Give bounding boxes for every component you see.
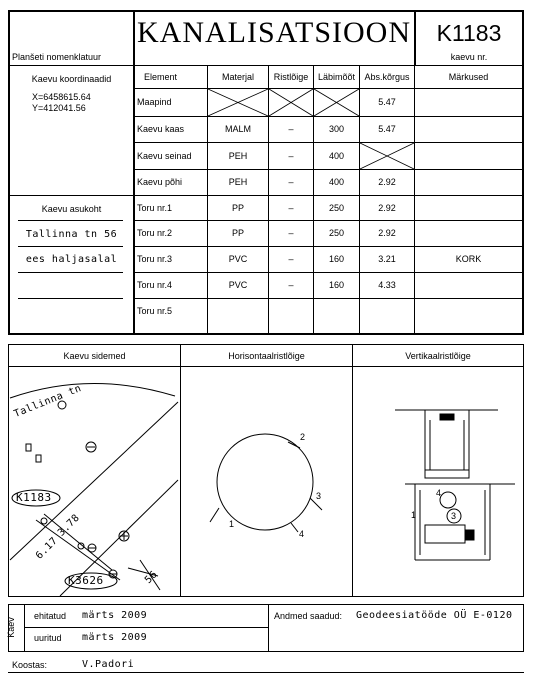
surveyed-label: uuritud — [34, 633, 62, 643]
cell-material: PP — [231, 228, 244, 238]
coord-y: Y=412041.56 — [32, 103, 86, 113]
col-diameter: Läbimõõt — [317, 72, 356, 82]
cell-abs-height: 5.47 — [378, 124, 396, 134]
cell-cross: – — [288, 254, 294, 264]
kaev-label: Kaev — [5, 617, 16, 638]
cell-element: Toru nr.2 — [137, 228, 173, 238]
well-code: K1183 — [436, 20, 502, 46]
cell-material: MALM — [224, 124, 251, 134]
author-label: Koostas: — [12, 660, 48, 670]
cell-cross: – — [288, 228, 294, 238]
cell-abs-height: 3.21 — [378, 254, 396, 264]
col-abs-height: Abs.kõrgus — [364, 72, 410, 82]
source-label: Andmed saadud: — [274, 611, 343, 621]
cell-diameter: 400 — [328, 150, 345, 161]
surveyed-value: märts 2009 — [82, 632, 148, 643]
vs-num-3: 3 — [451, 511, 457, 521]
cell-diameter: 400 — [328, 177, 345, 187]
cell-element: Toru nr.1 — [137, 202, 173, 213]
hs-num-2: 2 — [300, 432, 306, 442]
cell-diameter: 160 — [328, 254, 345, 264]
col-material: Materjal — [221, 72, 254, 82]
cell-cross: – — [288, 124, 294, 134]
street-label: Tallinna tn — [12, 382, 84, 421]
dim1-label: 3.78 — [55, 512, 83, 539]
cell-element: Toru nr.5 — [137, 306, 173, 316]
cell-element: Toru nr.4 — [137, 280, 173, 290]
cell-element: Maapind — [137, 97, 172, 107]
cell-cross: – — [288, 177, 294, 187]
vs-num-4: 4 — [436, 488, 442, 498]
cell-abs-height: 2.92 — [378, 202, 396, 213]
author-value: V.Padori — [82, 659, 135, 670]
cell-abs-height: 5.47 — [378, 97, 396, 107]
hs-num-4: 4 — [299, 529, 305, 539]
cell-material: PVC — [228, 280, 248, 290]
panel-vertical-title: Vertikaalristlõige — [405, 351, 471, 361]
cell-element: Kaevu kaas — [137, 124, 185, 134]
cell-material: PEH — [228, 150, 248, 161]
dim2-label: 6.17 — [33, 535, 61, 562]
vs-num-1: 1 — [411, 510, 417, 520]
hs-num-1: 1 — [229, 519, 235, 529]
well-label: K1183 — [16, 491, 52, 504]
house-number: 56 — [143, 568, 161, 587]
cell-diameter: 160 — [328, 280, 345, 290]
planset-label: Planšeti nomenklatuur — [12, 52, 102, 62]
cell-material: PEH — [228, 177, 248, 187]
well2-label: K3626 — [68, 574, 104, 587]
location-line1: Tallinna tn 56 — [25, 229, 118, 240]
built-label: ehitatud — [34, 611, 67, 621]
col-cross: Ristlõige — [273, 72, 309, 82]
cell-element: Kaevu põhi — [137, 177, 183, 187]
well-code-label: kaevu nr. — [450, 52, 488, 62]
col-notes: Märkused — [448, 72, 489, 82]
location-line2: ees haljasalal — [25, 254, 118, 265]
col-element: Element — [143, 72, 178, 82]
cell-cross: – — [288, 150, 294, 161]
cell-abs-height: 2.92 — [378, 177, 396, 187]
page-title: KANALISATSIOON — [137, 16, 411, 49]
source-value: Geodeesiatööde OÜ E-0120 — [356, 610, 513, 621]
cell-element: Kaevu seinad — [137, 150, 192, 161]
cell-cross: – — [288, 280, 294, 290]
cell-diameter: 300 — [328, 124, 345, 134]
cell-note: KORK — [455, 254, 482, 264]
cell-abs-height: 4.33 — [378, 280, 396, 290]
coords-label: Kaevu koordinaadid — [31, 74, 112, 84]
cell-material: PP — [231, 202, 244, 213]
cell-abs-height: 2.92 — [378, 228, 396, 238]
cell-material: PVC — [228, 254, 248, 264]
cell-cross: – — [288, 202, 294, 213]
panel-links-title: Kaevu sidemed — [63, 351, 126, 361]
built-value: märts 2009 — [82, 610, 148, 621]
coord-x: X=6458615.64 — [32, 92, 91, 102]
hs-num-3: 3 — [316, 491, 322, 501]
location-label: Kaevu asukoht — [41, 204, 102, 214]
cell-element: Toru nr.3 — [137, 254, 173, 264]
cell-diameter: 250 — [328, 202, 345, 213]
cell-diameter: 250 — [328, 228, 345, 238]
panel-horizontal-title: Horisontaalristlõige — [228, 351, 305, 361]
